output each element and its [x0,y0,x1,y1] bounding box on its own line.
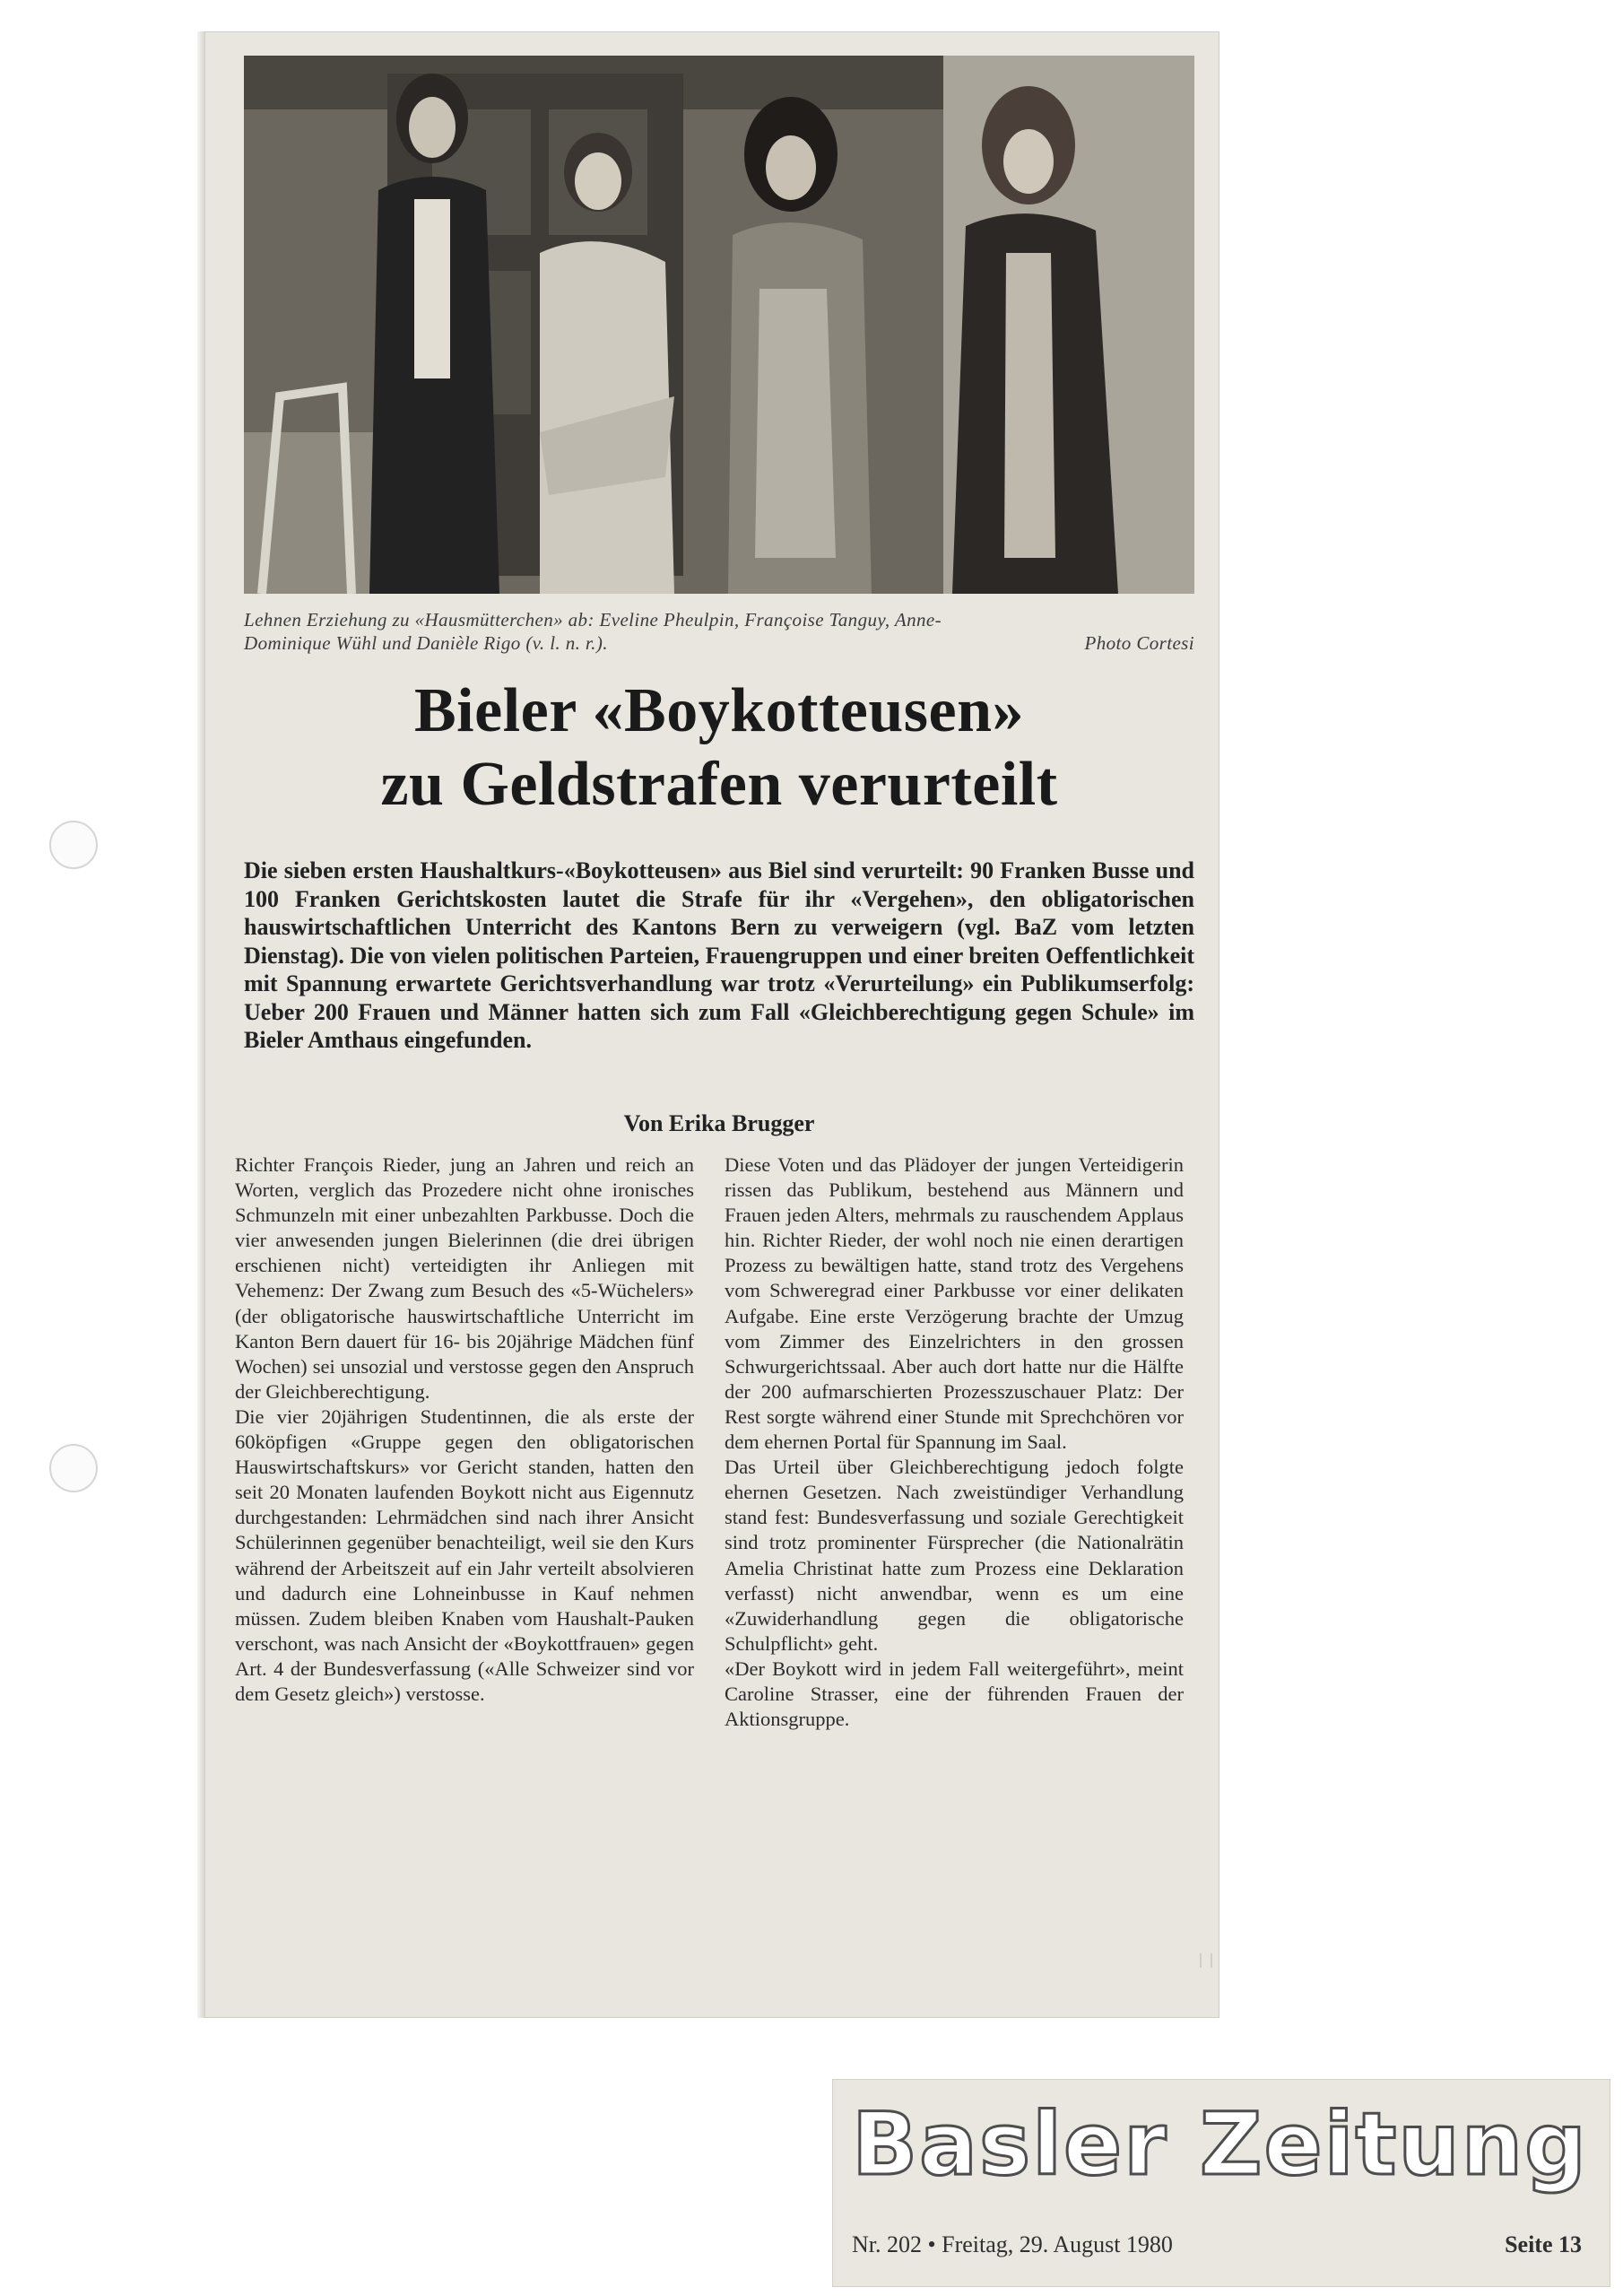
article-lead: Die sieben ersten Haushaltkurs-«Boykotteusen» aus Biel sind verurteilt: 90 Franken Busse und 100 Franken Gerichtskosten lautet die Strafe für ihr «Vergehen», den obligatorischen hauswirtschaftlichen Unterricht des Kantons Bern zu verweigern (vgl. BaZ vom letzten Dienstag). Die von vielen politischen Parteien, Frauengruppen und einer breiten Oeffentlichkeit mit Spannung erwartete Gerichtsverhandlung war trotz «Verurteilung» ein Publikumserfolg: Ueber 200 Frauen und Männer hatten sich zum Fall «Gleichberechtigung gegen Schule» im Bieler Amthaus eingefunden. [244,857,1194,1053]
caption-line-1: Lehnen Erziehung zu «Hausmütterchen» ab: Eveline Pheulpin, Françoise Tanguy, Anne- [244,609,942,631]
article-headline [244,674,1194,822]
headline-line-2: zu Geldstrafen verurteilt [380,750,1058,819]
page-number: Seite 13 [1505,2231,1582,2257]
issue-date: Nr. 202 • Freitag, 29. August 1980 [852,2231,1173,2257]
paper-mark [1200,1953,1212,1968]
punch-hole-top [49,821,98,869]
clipping-shadow [197,31,204,2018]
paragraph: Die vier 20jährigen Studentinnen, die als erste der 60köpfigen «Gruppe gegen den obligatorischen Hauswirtschaftskurs» vor Gericht standen, hatten den seit 20 Monaten laufenden Boykott nicht aus Eigennutz durchgestanden: Lehrmädchen sind nach ihrer Ansicht Schülerinnen gegenüber benachteiligt, weil sie den Kurs während der Arbeitszeit auf ein Jahr verteilt absolvieren und dadurch eine Lohneinbusse in Kauf nehmen müssen. Zudem bleiben Knaben vom Haushalt-Pauken verschont, was nach Ansicht der «Boykottfrauen» gegen Art. 4 der Bundesverfassung («Alle Schweizer sind vor dem Gesetz gleich») verstosse. [235,1405,694,1705]
punch-hole-bottom [49,1444,98,1492]
paragraph: «Der Boykott wird in jedem Fall weitergeführt», meint Caroline Strasser, eine der führenden Frauen der Aktionsgruppe. [725,1657,1184,1731]
article-byline: Von Erika Brugger [623,1110,815,1136]
photo-credit: Photo Cortesi [1084,632,1194,654]
headline-line-1: Bieler «Boykotteusen» [413,676,1024,745]
paragraph: Diese Voten und das Plädoyer der jungen Verteidigerin rissen das Publikum, bestehend aus Männern und Frauen jeden Alters, mehrmals zu rauschendem Applaus hin. Richter Rieder, der wohl noch nie einen derartigen Prozess zu bewältigen hatte, stand trotz des Vergehens vom Schweregrad einer Parkbusse vor einer delikaten Aufgabe. Eine erste Verzögerung brachte der Umzug vom Zimmer des Einzelrichters in den grossen Schwurgerichtssaal. Aber auch dort hatte nur die Hälfte der 200 aufmarschierten Prozesszuschauer Platz: Der Rest sorgte während einer Stunde mit Sprechchören vor dem ehernen Portal für Spannung im Saal. [725,1153,1184,1454]
masthead-clipping [832,2079,1610,2287]
paragraph: Richter François Rieder, jung an Jahren und reich an Worten, verglich das Prozedere nicht ohne ironisches Schmunzeln mit einer unbezahlten Parkbusse. Doch die vier anwesenden jungen Bielerinnen (die drei übrigen erschienen nicht) verteidigten ihr Anliegen mit Vehemenz: Der Zwang zum Besuch des «5-Wüchelers» (der obligatorische hauswirtschaftliche Unterricht im Kanton Bern dauert für 16- bis 20jährige Mädchen fünf Wochen) sei unsozial und verstosse gegen den Anspruch der Gleichberechtigung. [235,1153,694,1403]
article-column-right [725,1152,1184,1732]
article-column-left [235,1152,694,1707]
newspaper-title: Basler Zeitung [852,2094,1588,2195]
article-photo [244,56,1194,594]
photo-caption [244,608,1194,655]
caption-line-2: Dominique Wühl und Danièle Rigo (v. l. n. r.). [244,632,608,654]
paragraph: Das Urteil über Gleichberechtigung jedoch folgte ehernen Gesetzen. Nach zweistündiger Verhandlung stand fest: Bundesverfassung und soziale Gerechtigkeit sind trotz prominenter Fürsprecher (die Nationalrätin Amelia Christinat hatte zum Prozess eine Deklaration verfasst) nicht anwendbar, wenn es um eine «Zuwiderhandlung gegen die obligatorische Schulpflicht» geht. [725,1456,1184,1655]
